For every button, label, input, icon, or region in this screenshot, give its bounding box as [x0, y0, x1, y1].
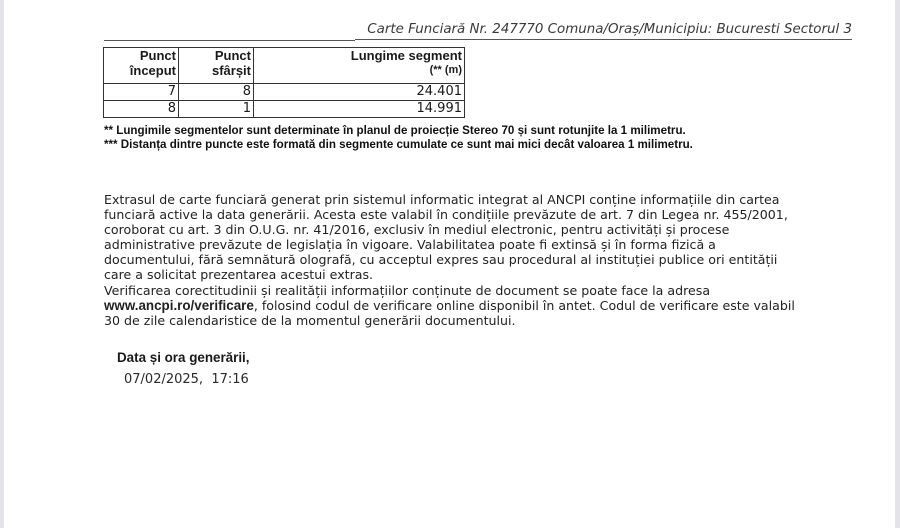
- generation-datetime: 07/02/2025, 17:16: [124, 372, 249, 387]
- generation-label: Data și ora generării,: [117, 350, 250, 365]
- document-header: Carte Funciară Nr. 247770 Comuna/Oraș/Municipiu: Bucuresti Sectorul 3: [355, 22, 852, 40]
- col-header-start: Punct început: [104, 48, 179, 84]
- cell-start: 7: [104, 84, 179, 101]
- table-row: [104, 84, 465, 101]
- footnote-rounding: ** Lungimile segmentelor sunt determinate în planul de proiecție Stereo 70 și sunt rotunjite la 1 milimetru.: [104, 124, 686, 137]
- col-header-end: Punct sfârșit: [179, 48, 254, 84]
- cell-length: 24.401: [254, 84, 465, 101]
- header-rule: [104, 40, 355, 41]
- table-header-row: [104, 48, 465, 84]
- table-row: [104, 101, 465, 118]
- validity-paragraph: Extrasul de carte funciară generat prin sistemul informatic integrat al ANCPI conține informațiile din cartea funciară active la data generării. Acesta este valabil în condițiile prevăzute de art. 7 din Legea nr. 455/2001, coroborat cu art. 3 din O.U.G. nr. 41/2016, exclusiv în mediul electronic, pentru activități și procese administrative prevăzute de legislația în vigoare. Valabilitatea poate fi extinsă și în forma fizică a documentului, fără semnătură olografă, cu acceptul expres sau procedural al instituției publice ori entității care a solicitat prezentarea acestui extras. Verificarea corectitudinii și realității informațiilor conținute de document se poate face la adresa www.ancpi.ro/verificare, folosind codul de verificare online disponibil în antet. Codul de verificare este valabil 30 de zile calendaristice de la momentul generării documentului.: [104, 192, 795, 328]
- cell-length: 14.991: [254, 101, 465, 118]
- verification-link[interactable]: www.ancpi.ro/verificare: [104, 297, 254, 313]
- cell-start: 8: [104, 101, 179, 118]
- cell-end: 1: [179, 101, 254, 118]
- segments-table: [103, 47, 465, 118]
- col-header-length: Lungime segment (** (m): [254, 48, 465, 84]
- viewer-right-edge: [895, 0, 900, 528]
- footnote-distance: *** Distanța dintre puncte este formată din segmente cumulate ce sunt mai mici decât valoarea 1 milimetru.: [104, 138, 693, 151]
- cell-end: 8: [179, 84, 254, 101]
- table-footnotes: [104, 124, 693, 152]
